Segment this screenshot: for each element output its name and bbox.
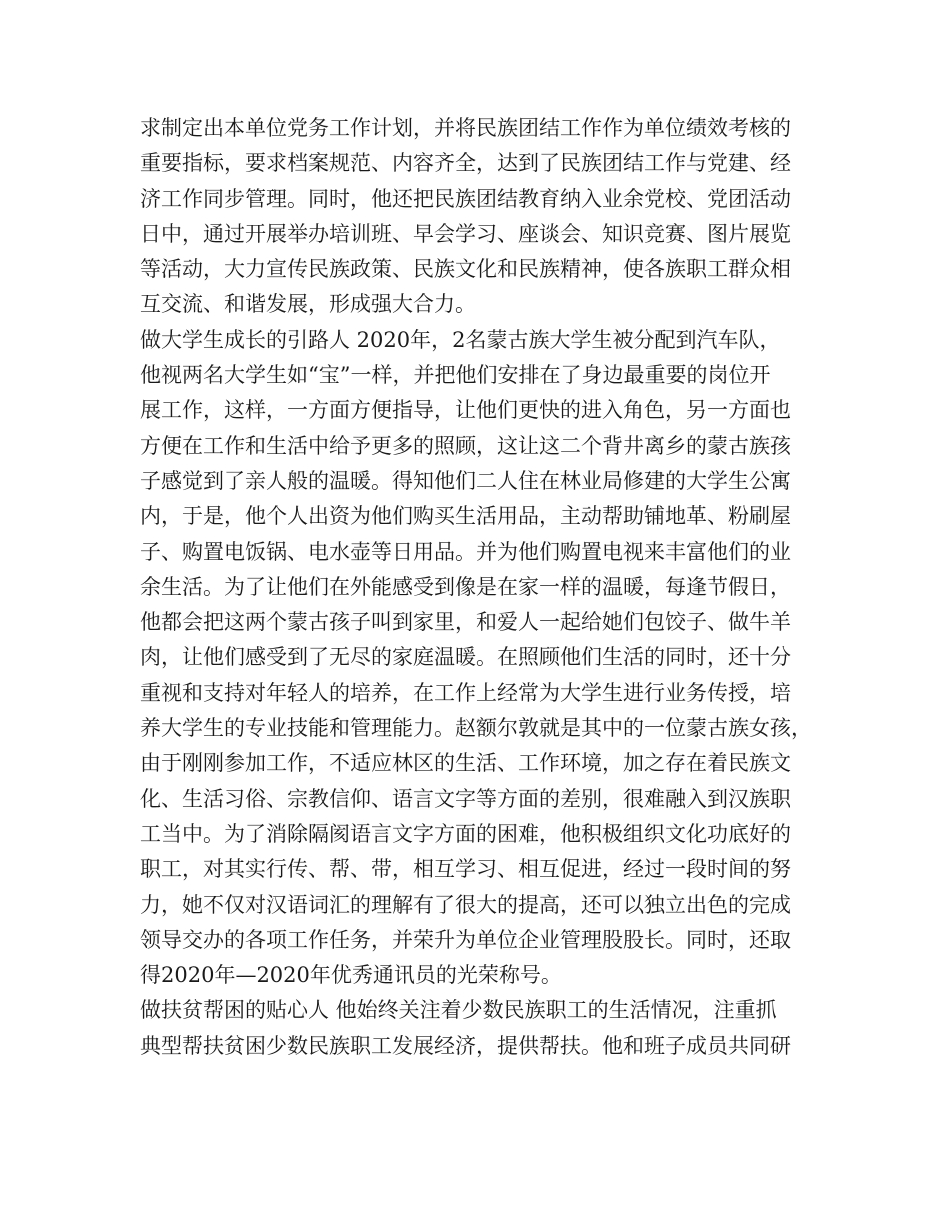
text-line: 子感觉到了亲人般的温暖。得知他们二人住在林业局修建的大学生公寓	[140, 468, 791, 493]
text-line: 内，于是，他个人出资为他们购买生活用品，主动帮助铺地革、粉刷屋	[140, 504, 791, 529]
text-line: 他都会把这两个蒙古孩子叫到家里，和爱人一起给她们包饺子、做牛羊	[140, 610, 791, 635]
text-line: 领导交办的各项工作任务，并荣升为单位企业管理股股长。同时，还取	[140, 927, 791, 952]
text-line: 肉，让他们感受到了无尽的家庭温暖。在照顾他们生活的同时，还十分	[140, 645, 791, 670]
body-text	[140, 111, 820, 1064]
text-line: 力，她不仅对汉语词汇的理解有了很大的提高，还可以独立出色的完成	[140, 892, 791, 917]
text-line: 济工作同步管理。同时，他还把民族团结教育纳入业余党校、党团活动	[140, 186, 791, 211]
text-line: 工当中。为了消除隔阂语言文字方面的困难，他积极组织文化功底好的	[140, 821, 791, 846]
text-line: 求制定出本单位党务工作计划，并将民族团结工作作为单位绩效考核的	[140, 116, 791, 140]
text-line: 重视和支持对年轻人的培养，在工作上经常为大学生进行业务传授，培	[140, 680, 791, 705]
text-line: 做扶贫帮困的贴心人 他始终关注着少数民族职工的生活情况，注重抓	[140, 998, 777, 1023]
text-line: 子、购置电饭锅、电水壶等日用品。并为他们购置电视来丰富他们的业	[140, 539, 791, 564]
text-line: 典型帮扶贫困少数民族职工发展经济，提供帮扶。他和班子成员共同研	[140, 1033, 791, 1058]
text-line: 由于刚刚参加工作，不适应林区的生活、工作环境，加之存在着民族文	[140, 751, 791, 776]
text-line: 养大学生的专业技能和管理能力。赵额尔敦就是其中的一位蒙古族女孩，	[140, 716, 812, 741]
text-line: 化、生活习俗、宗教信仰、语言文字等方面的差别，很难融入到汉族职	[140, 786, 791, 811]
text-line: 日中，通过开展举办培训班、早会学习、座谈会、知识竞赛、图片展览	[140, 221, 791, 246]
text-line: 重要指标，要求档案规范、内容齐全，达到了民族团结工作与党建、经	[140, 151, 791, 176]
text-line: 余生活。为了让他们在外能感受到像是在家一样的温暖，每逢节假日，	[140, 574, 791, 599]
text-line: 展工作，这样，一方面方便指导，让他们更快的进入角色，另一方面也	[140, 398, 791, 423]
text-line: 方便在工作和生活中给予更多的照顾，这让这二个背井离乡的蒙古族孩	[140, 433, 791, 458]
text-line: 互交流、和谐发展，形成强大合力。	[140, 292, 476, 317]
text-line: 得2020年—2020年优秀通讯员的光荣称号。	[140, 963, 562, 988]
text-line: 他视两名大学生如“宝”一样，并把他们安排在了身边最重要的岗位开	[140, 363, 771, 388]
text-line: 职工，对其实行传、帮、带，相互学习、相互促进，经过一段时间的努	[140, 857, 791, 882]
text-line: 等活动，大力宣传民族政策、民族文化和民族精神，使各族职工群众相	[140, 257, 791, 282]
text-line: 做大学生成长的引路人 2020年，2名蒙古族大学生被分配到汽车队，	[140, 327, 781, 352]
